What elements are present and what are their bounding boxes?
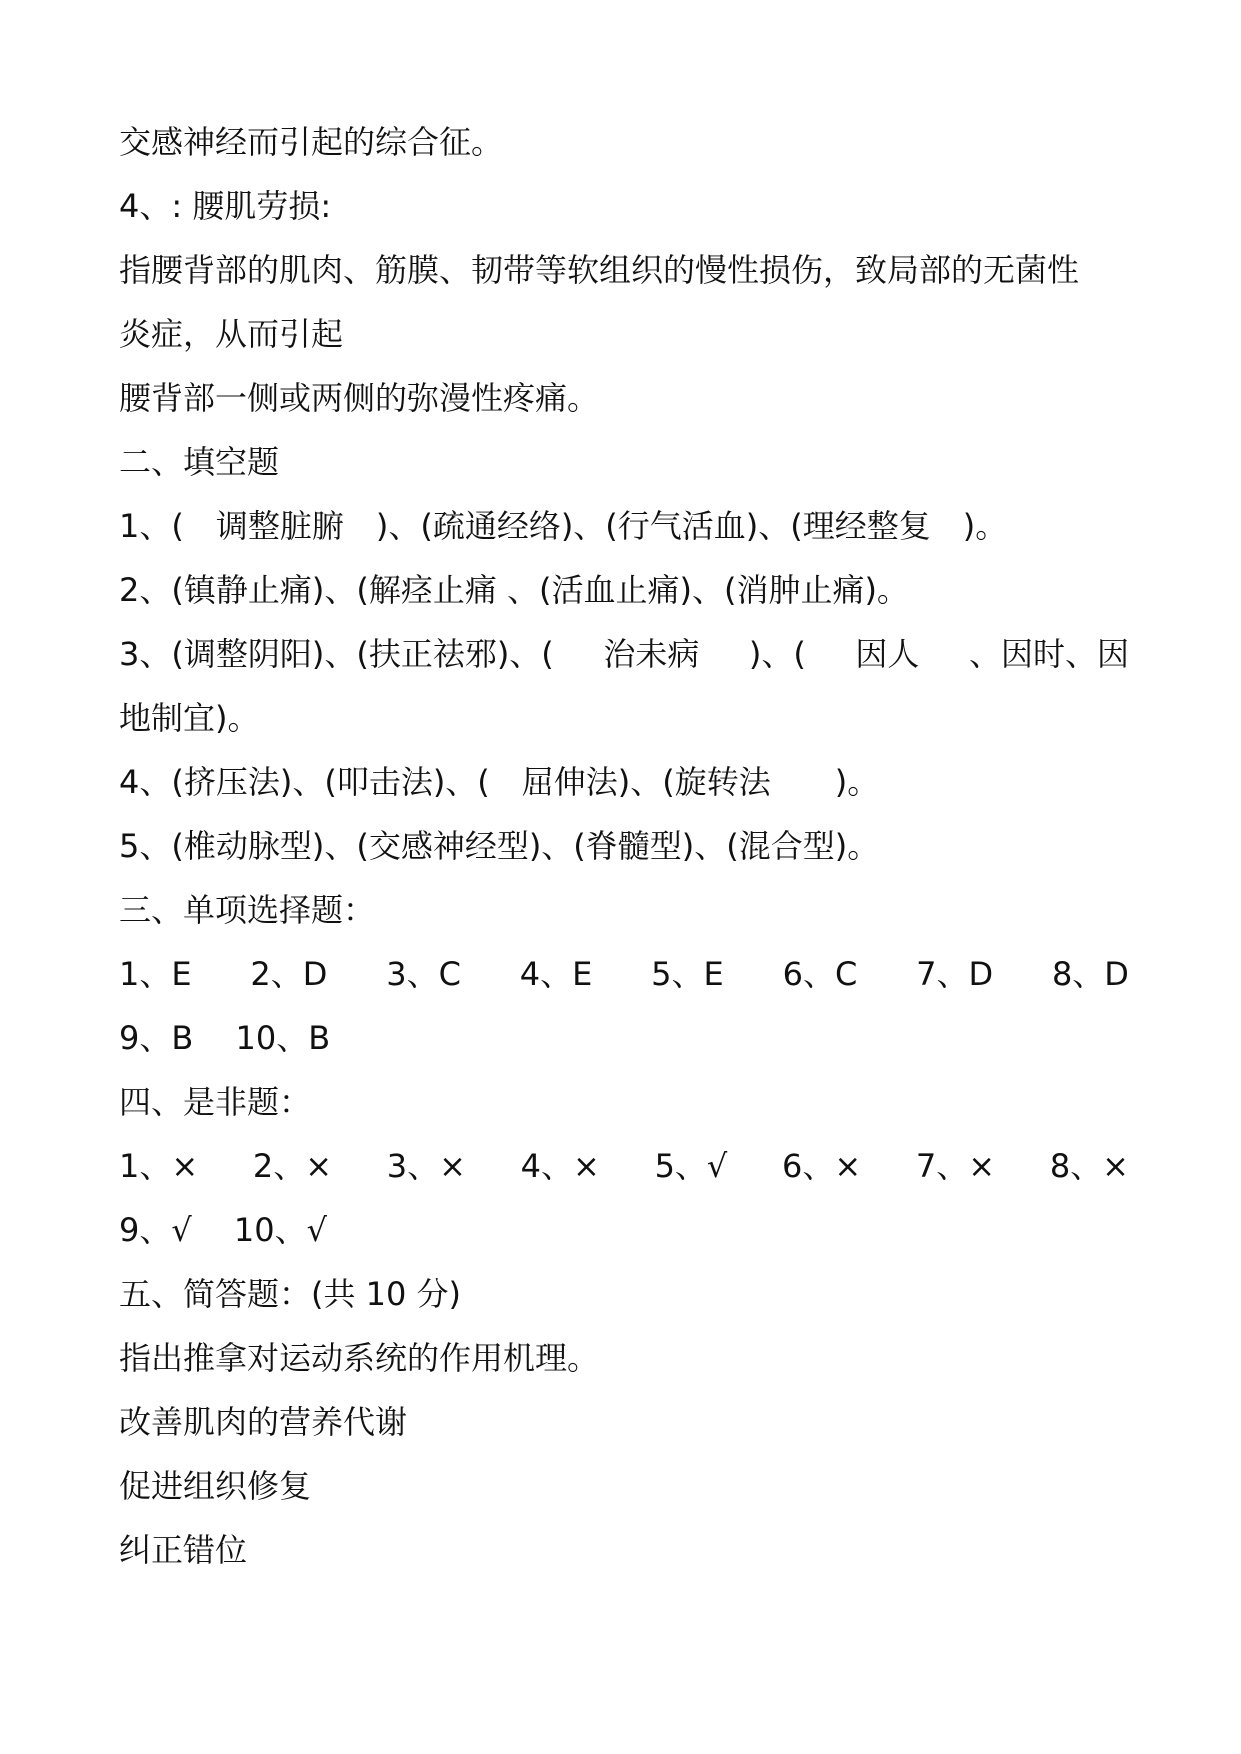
answer-item: 2、×: [252, 1147, 333, 1185]
answer-item: 5、E: [651, 955, 724, 993]
text-line: 交感神经而引起的综合征。: [119, 123, 504, 161]
true-false-answers-continued: 9、√ 10、√: [119, 1211, 328, 1249]
answer-item: 3、C: [386, 955, 461, 993]
true-false-answers: [119, 1146, 1129, 1186]
fill-answer-3-part: 治未病: [603, 635, 700, 673]
section-heading-fill-blank: 二、填空题: [119, 443, 280, 481]
section-heading-true-false: 四、是非题：: [119, 1083, 312, 1121]
short-answer-question: 指出推拿对运动系统的作用机理。: [119, 1339, 600, 1377]
section-heading-lumbar-strain: 4、: 腰肌劳损:: [119, 187, 332, 225]
short-answer-point: 纠正错位: [119, 1531, 248, 1569]
text-line: 腰背部一侧或两侧的弥漫性疼痛。: [119, 379, 600, 417]
short-answer-point: 改善肌肉的营养代谢: [119, 1403, 408, 1441]
multiple-choice-answers: [119, 954, 1129, 994]
answer-item: 1、E: [119, 955, 192, 993]
answer-item: 7、D: [916, 955, 994, 993]
text-line: 炎症，从而引起: [119, 315, 344, 353]
answer-item: 3、×: [386, 1147, 466, 1185]
answer-item: 1、×: [119, 1147, 199, 1185]
multiple-choice-answers-continued: 9、B 10、B: [119, 1019, 331, 1057]
fill-answer-2: 2、(镇静止痛)、(解痉止痛 、(活血止痛)、(消肿止痛)。: [119, 571, 909, 609]
answer-item: 5、√: [654, 1147, 728, 1185]
answer-item: 8、×: [1049, 1147, 1129, 1185]
answer-item: 6、C: [782, 955, 858, 993]
fill-answer-4: 4、(挤压法)、(叩击法)、( 屈伸法)、(旋转法 )。: [119, 763, 880, 801]
fill-answer-3-part: )、(: [748, 635, 806, 673]
fill-answer-3-continued: 地制宜)。: [119, 699, 260, 737]
answer-item: 8、D: [1051, 955, 1129, 993]
fill-answer-3-part: 、因时、因: [968, 635, 1129, 673]
fill-answer-3-part: 3、(调整阴阳)、(扶正祛邪)、(: [119, 635, 554, 673]
answer-item: 4、E: [519, 955, 593, 993]
fill-answer-3-part: 因人: [855, 635, 920, 673]
text-line: 指腰背部的肌肉、筋膜、韧带等软组织的慢性损伤，致局部的无菌性: [119, 251, 1080, 289]
section-heading-multiple-choice: 三、单项选择题：: [119, 891, 376, 929]
short-answer-point: 促进组织修复: [119, 1467, 312, 1505]
fill-answer-3: [119, 634, 1129, 674]
answer-item: 6、×: [782, 1147, 862, 1185]
answer-item: 2、D: [250, 955, 328, 993]
section-heading-short-answer: 五、简答题：(共 10 分): [119, 1275, 462, 1313]
answer-item: 7、×: [915, 1147, 996, 1185]
fill-answer-5: 5、(椎动脉型)、(交感神经型)、(脊髓型)、(混合型)。: [119, 827, 880, 865]
fill-answer-1: 1、( 调整脏腑 )、(疏通经络)、(行气活血)、(理经整复 )。: [119, 507, 1008, 545]
answer-item: 4、×: [520, 1147, 600, 1185]
